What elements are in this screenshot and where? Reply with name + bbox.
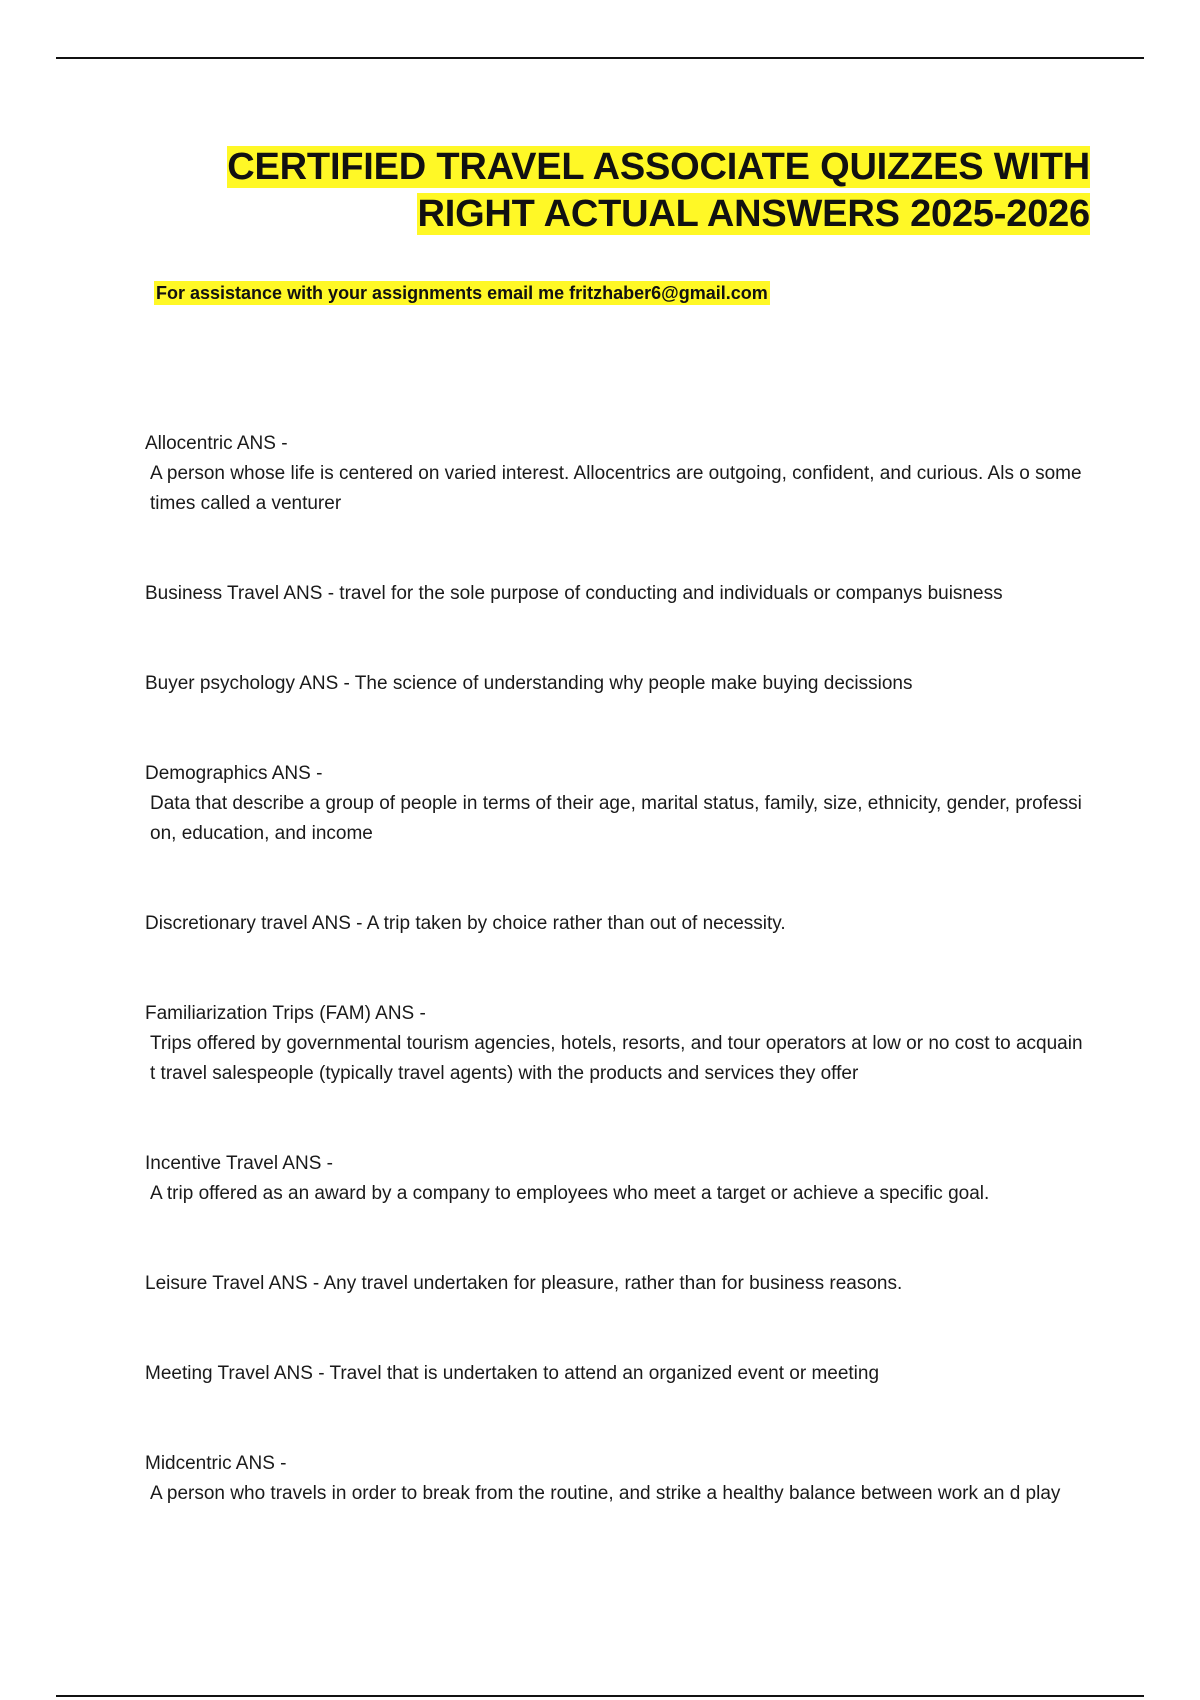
entry-term: Demographics ANS - <box>145 763 323 784</box>
entry-term: Midcentric ANS - <box>145 1453 287 1474</box>
glossary-entry <box>145 579 1085 609</box>
entry-definition: A trip offered as an award by a company to employees who meet a target or achieve a specific goal. <box>150 1183 990 1204</box>
entry-term: Familiarization Trips (FAM) ANS - <box>145 1003 426 1024</box>
entry-term: Allocentric ANS - <box>145 433 288 454</box>
entry-term: Incentive Travel ANS - <box>145 1153 333 1174</box>
glossary-entry <box>145 909 1085 939</box>
glossary-entry <box>145 1449 1085 1509</box>
entry-term: Discretionary travel ANS - A trip taken by choice rather than out of necessity. <box>145 913 786 934</box>
entry-definition: A person who travels in order to break from the routine, and strike a healthy balance between work an d play <box>150 1483 1061 1504</box>
entry-term: Leisure Travel ANS - Any travel undertaken for pleasure, rather than for business reasons. <box>145 1273 903 1294</box>
glossary-entry <box>145 999 1085 1089</box>
entry-definition: Trips offered by governmental tourism agencies, hotels, resorts, and tour operators at low or no cost to acquaint travel salespeople (typically travel agents) with the products and services they offer <box>150 1033 1083 1084</box>
glossary-entry <box>145 429 1085 519</box>
glossary-entry <box>145 759 1085 849</box>
title-line-1: CERTIFIED TRAVEL ASSOCIATE QUIZZES WITH <box>227 146 1090 188</box>
title-line-2: RIGHT ACTUAL ANSWERS 2025-2026 <box>417 193 1090 235</box>
entry-definition: Data that describe a group of people in terms of their age, marital status, family, size, ethnicity, gender, profession, education, and income <box>150 793 1082 844</box>
top-rule <box>56 57 1144 59</box>
glossary-entry <box>145 669 1085 699</box>
bottom-rule <box>56 1695 1144 1697</box>
glossary-entry <box>145 1149 1085 1209</box>
entry-term: Business Travel ANS - travel for the sole purpose of conducting and individuals or companys buisness <box>145 583 1003 604</box>
entry-definition: A person whose life is centered on varied interest. Allocentrics are outgoing, confident, and curious. Als o sometimes called a venturer <box>150 463 1082 514</box>
glossary-entry <box>145 1269 1085 1299</box>
document-title <box>150 144 1090 238</box>
glossary-entry <box>145 1359 1085 1389</box>
entry-term: Buyer psychology ANS - The science of understanding why people make buying decissions <box>145 673 913 694</box>
assistance-note: For assistance with your assignments email me fritzhaber6@gmail.com <box>156 283 768 303</box>
entry-term: Meeting Travel ANS - Travel that is undertaken to attend an organized event or meeting <box>145 1363 880 1384</box>
